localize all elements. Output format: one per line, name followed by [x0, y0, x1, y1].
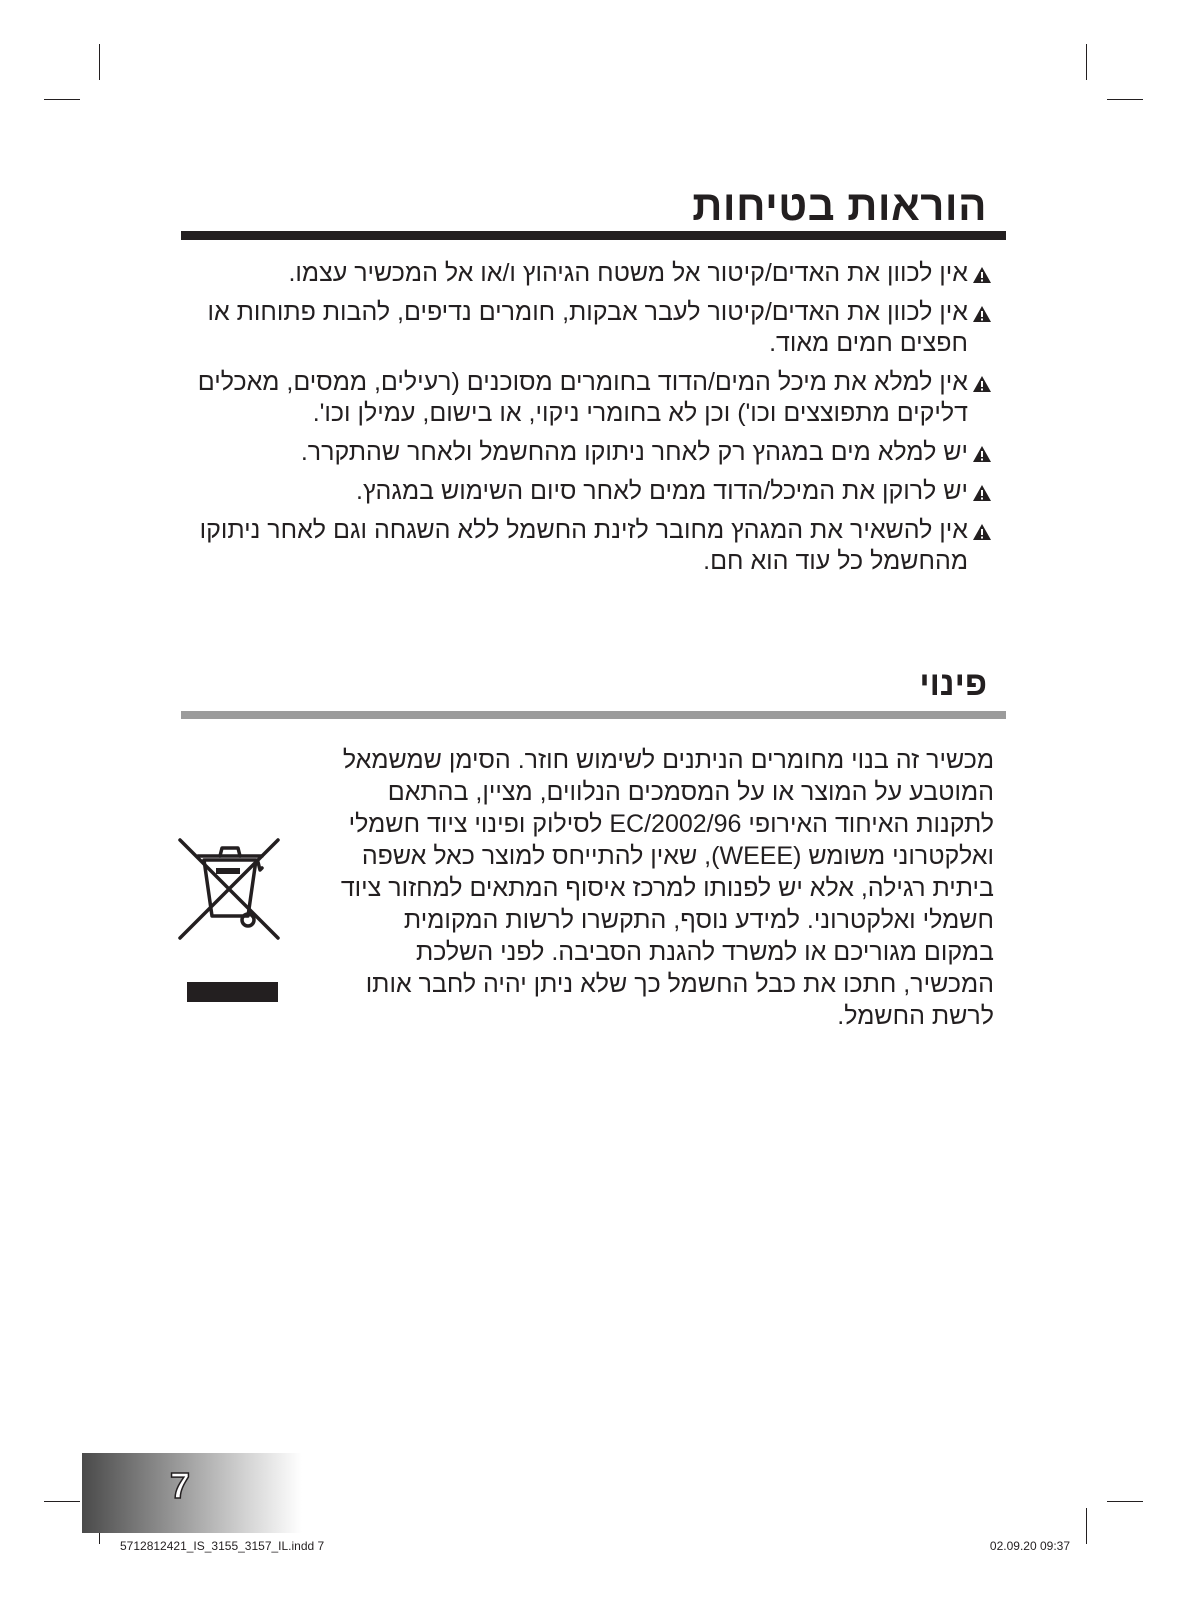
warning-triangle-icon: [968, 367, 994, 398]
crop-mark: [1107, 99, 1143, 100]
crop-mark: [44, 99, 80, 100]
warning-item: [174, 367, 994, 429]
safety-title-rule: [181, 231, 1006, 240]
warning-triangle-icon: [968, 437, 994, 468]
file-name-slug: 5712812421_IS_3155_3157_IL.indd 7: [120, 1539, 325, 1553]
warning-item: [174, 297, 994, 359]
disposal-paragraph: מכשיר זה בנוי מחומרים הניתנים לשימוש חוזר. הסימן שמשמאל המוטבע על המוצר או על המסמכים הנלווים, מציין, בהתאם לתקנות האיחוד האירופי EC/2002/96 לסילוק ופינוי ציוד חשמלי ואלקטרוני משומש (WEEE), שאין להתייחס למוצר כאל אשפה ביתית רגילה, אלא יש לפנותו למרכז איסוף המתאים למחזור ציוד חשמלי ואלקטרוני. למידע נוסף, התקשרו לרשות המקומית במקום מגוריכם או למשרד להגנת הסביבה. לפני השלכת המכשיר, חתכו את כבל החשמל כך שלא ניתן יהיה לחבר אותו לרשת החשמל.: [340, 746, 994, 1030]
warning-text: אין לכוון את האדים/קיטור אל משטח הגיהוץ ו/או אל המכשיר עצמו.: [288, 259, 968, 287]
warning-item: [174, 476, 994, 507]
warning-text: יש לרוקן את המיכל/הדוד ממים לאחר סיום השימוש במגהץ.: [356, 477, 968, 505]
crop-mark: [1086, 1508, 1087, 1544]
date-time-slug: 02.09.20 09:37: [989, 1539, 1070, 1553]
crop-mark: [1107, 1501, 1143, 1502]
warning-item: [174, 258, 994, 289]
crop-mark: [99, 44, 100, 80]
warning-text: יש למלא מים במגהץ רק לאחר ניתוקו מהחשמל ולאחר שהתקרר.: [300, 438, 968, 466]
warning-text: אין לכוון את האדים/קיטור לעבר אבקות, חומרים נדיפים, להבות פתוחות או חפצים חמים מאוד.: [207, 298, 968, 357]
warning-item: [174, 437, 994, 468]
safety-warning-list: [174, 258, 994, 577]
warning-item: [174, 515, 994, 577]
warning-triangle-icon: [968, 258, 994, 289]
page-number: 7: [170, 1465, 191, 1506]
page-number-tab: [82, 1453, 302, 1533]
disposal-section-title: פינוי: [919, 665, 987, 703]
warning-text: אין להשאיר את המגהץ מחובר לזינת החשמל ללא השגחה וגם לאחר ניתוקו מהחשמל כל עוד הוא חם.: [199, 516, 968, 575]
warning-triangle-icon: [968, 515, 994, 546]
crop-mark: [44, 1501, 80, 1502]
weee-marking-bar: [187, 982, 278, 1002]
warning-text: אין למלא את מיכל המים/הדוד בחומרים מסוכנים (רעילים, ממסים, מאכלים דליקים מתפוצצים וכו') וכן לא בחומרי ניקוי, או בישום, עמילן וכו'.: [197, 368, 968, 427]
crop-mark: [1086, 44, 1087, 80]
disposal-title-rule: [181, 711, 1006, 719]
safety-section-title: הוראות בטיחות: [692, 182, 987, 229]
warning-triangle-icon: [968, 476, 994, 507]
warning-triangle-icon: [968, 297, 994, 328]
